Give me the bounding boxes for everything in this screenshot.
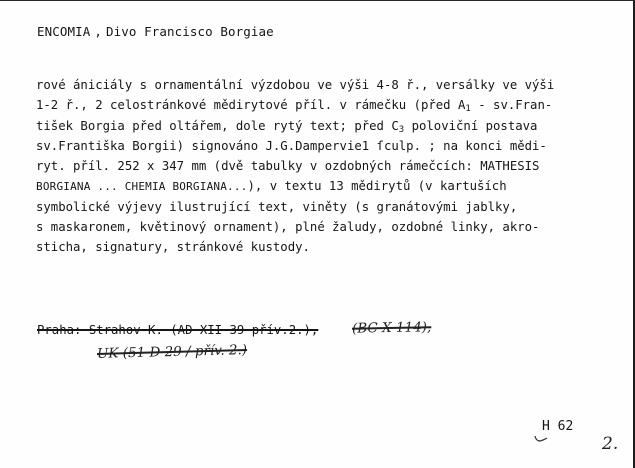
description-line: sv.Františka Borgii) signováno J.G.Dampervie1 ſculp. ; na konci mědi- <box>36 138 547 153</box>
header-separator: , <box>94 24 103 39</box>
card-header <box>37 24 274 39</box>
header-subtitle: Divo Francisco Borgiae <box>106 24 274 39</box>
description-line: rové ániciály s ornamentální výzdobou ve výši 4-8 ř., versálky ve výši <box>36 78 555 92</box>
description-fragment: BORGIANA ... CHEMIA BORGIANA... <box>36 180 248 194</box>
description-line <box>36 95 596 115</box>
description-fragment: poloviční postava <box>404 118 538 133</box>
subscript: 3 <box>398 124 405 135</box>
description-fragment: - sv.Fran- <box>470 98 553 113</box>
pen-tick-mark <box>534 433 548 443</box>
description-fragment: 1-2 ř., 2 celostránkové mědirytové příl. v rámečku (před A <box>36 98 466 113</box>
subscript: 1 <box>465 104 471 115</box>
description-line: sticha, signatury, stránkové kustody. <box>36 240 310 255</box>
handwritten-location-struck: UK (51 D 29 / přív. 2.) <box>96 342 248 362</box>
description-line: s maskaronem, květinový ornament), plné žaludy, ozdobné linky, akro- <box>36 220 540 235</box>
description-line: ryt. příl. 252 x 347 mm (dvě tabulky v ozdobných rámečcích: MATHESIS <box>36 159 540 174</box>
description-line: symbolické výjevy ilustrující text, viněty (s granátovými jablky, <box>36 199 518 214</box>
handwritten-page-mark: 2. <box>602 434 619 454</box>
shelfmark: H 62 <box>542 419 574 434</box>
description-text <box>36 75 596 258</box>
description-line <box>36 176 596 196</box>
header-title: ENCOMIA <box>37 24 91 39</box>
description-fragment: tišek Borgia před oltářem, dole rytý text; před C <box>36 118 399 133</box>
struck-location: Praha: Strahov K. (AD XII 39 přív.2.), <box>37 323 319 337</box>
description-fragment: ), v textu 13 mědirytů (v kartuších <box>247 179 507 194</box>
handwritten-shelfmark-struck: (BC X 114), <box>351 319 432 337</box>
description-line <box>36 116 596 136</box>
